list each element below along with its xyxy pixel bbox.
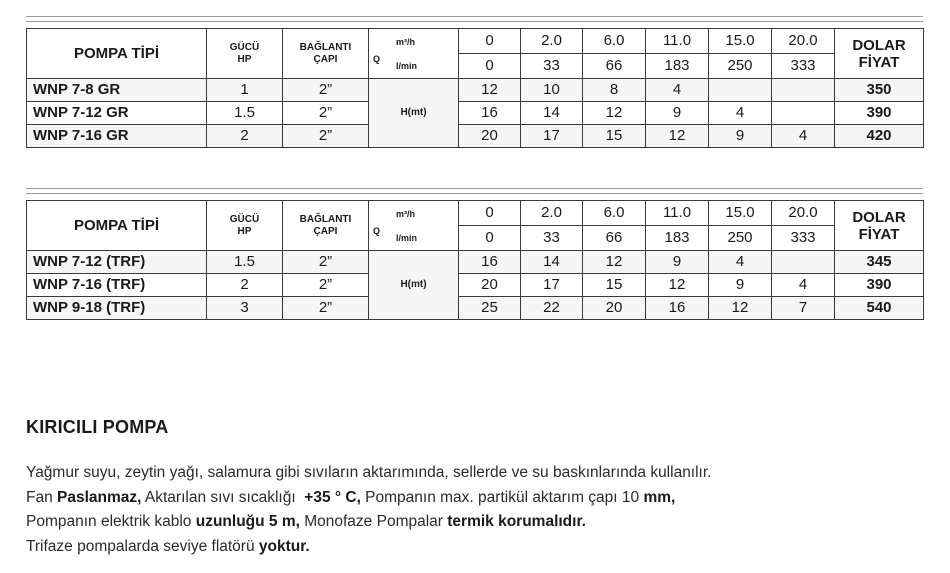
price-cell: 350 [835, 79, 924, 102]
head-cell: 4 [709, 251, 772, 274]
flow-m3h-cell: 2.0 [521, 201, 583, 226]
description-paragraph [26, 461, 926, 559]
flow-lmin-cell: 33 [521, 226, 583, 251]
flow-unit-lmin: l/min [396, 61, 418, 71]
flow-m3h-cell: 2.0 [521, 29, 583, 54]
flow-unit-m3h: m³/h [396, 209, 415, 219]
head-cell: 12 [646, 274, 709, 297]
pump-type-cell: WNP 7-16 (TRF) [27, 274, 207, 297]
text-run: Trifaze pompalarda seviye flatörü [26, 537, 259, 555]
flow-lmin-cell: 0 [459, 226, 521, 251]
header-power-line2: HP [237, 225, 252, 237]
pump-type-cell: WNP 9-18 (TRF) [27, 297, 207, 320]
connection-cell: 2” [283, 102, 369, 125]
flow-m3h-cell: 20.0 [772, 29, 835, 54]
head-cell: 12 [583, 102, 646, 125]
power-cell: 1.5 [207, 102, 283, 125]
head-cell: 22 [521, 297, 583, 320]
flow-q-letter: Q [373, 226, 381, 236]
head-cell: 16 [459, 102, 521, 125]
flow-lmin-cell: 66 [583, 54, 646, 79]
flow-lmin-cell: 333 [772, 226, 835, 251]
flow-q-letter: Q [373, 54, 381, 64]
header-price-line1: DOLAR [852, 36, 906, 54]
head-cell: 17 [521, 274, 583, 297]
price-cell: 345 [835, 251, 924, 274]
flow-m3h-cell: 20.0 [772, 201, 835, 226]
description-line [26, 510, 926, 535]
flow-lmin-cell: 0 [459, 54, 521, 79]
description-line [26, 486, 926, 511]
header-price-line1: DOLAR [852, 208, 906, 226]
header-connection [283, 29, 369, 79]
text-run-bold: mm, [643, 488, 676, 506]
price-cell: 390 [835, 274, 924, 297]
flow-lmin-cell: 183 [646, 54, 709, 79]
head-cell: 25 [459, 297, 521, 320]
header-power [207, 29, 283, 79]
head-cell: 12 [646, 125, 709, 148]
head-cell: 4 [709, 102, 772, 125]
header-power-line1: GÜCÜ [229, 213, 260, 225]
head-cell: 17 [521, 125, 583, 148]
description-line [26, 461, 926, 486]
head-cell: 14 [521, 251, 583, 274]
head-cell: 9 [646, 102, 709, 125]
head-cell: 9 [646, 251, 709, 274]
pump-type-cell: WNP 7-8 GR [27, 79, 207, 102]
flow-lmin-cell: 66 [583, 226, 646, 251]
description-line [26, 535, 926, 560]
header-power-line1: GÜCÜ [229, 41, 260, 53]
header-pump-type: POMPA TİPİ [27, 29, 207, 79]
price-cell: 390 [835, 102, 924, 125]
text-run-bold: termik korumalıdır. [447, 513, 586, 530]
header-price [835, 201, 924, 251]
flow-lmin-cell: 250 [709, 226, 772, 251]
head-cell: 16 [646, 297, 709, 320]
flow-lmin-cell: 183 [646, 226, 709, 251]
table-row [27, 79, 924, 102]
text-run-bold: +35 ° C, [304, 488, 361, 506]
flow-m3h-cell: 15.0 [709, 201, 772, 226]
connection-cell: 2” [283, 251, 369, 274]
table-row [27, 251, 924, 274]
connection-cell: 2” [283, 274, 369, 297]
table-row [27, 274, 924, 297]
head-cell: 12 [459, 79, 521, 102]
pump-type-cell: WNP 7-12 GR [27, 102, 207, 125]
header-price-line2: FİYAT [858, 53, 900, 71]
header-flow-unit [369, 201, 459, 251]
head-cell: 10 [521, 79, 583, 102]
head-cell [709, 79, 772, 102]
flow-unit-m3h: m³/h [396, 37, 415, 47]
header-flow-unit [369, 29, 459, 79]
flow-lmin-cell: 333 [772, 54, 835, 79]
table-row [27, 102, 924, 125]
power-cell: 1.5 [207, 251, 283, 274]
head-cell: 20 [459, 125, 521, 148]
head-cell [772, 251, 835, 274]
text-run-bold: Paslanmaz, [57, 488, 142, 506]
head-label-cell: H(mt) [369, 79, 459, 148]
flow-lmin-cell: 33 [521, 54, 583, 79]
flow-m3h-cell: 11.0 [646, 201, 709, 226]
head-cell [772, 79, 835, 102]
power-cell: 1 [207, 79, 283, 102]
text-run: Aktarılan sıvı sıcaklığı [141, 488, 305, 506]
top-rule [26, 21, 923, 22]
flow-m3h-cell: 6.0 [583, 201, 646, 226]
head-cell: 15 [583, 274, 646, 297]
text-run: Pompanın elektrik kablo [26, 513, 196, 530]
price-cell: 540 [835, 297, 924, 320]
text-run-bold: yoktur. [258, 537, 310, 555]
head-cell: 12 [583, 251, 646, 274]
head-cell: 9 [709, 125, 772, 148]
header-conn-line2: ÇAPI [313, 53, 338, 65]
pump-type-cell: WNP 7-12 (TRF) [27, 251, 207, 274]
head-cell: 4 [772, 125, 835, 148]
head-cell: 20 [583, 297, 646, 320]
section-title: KIRICILI POMPA [26, 417, 169, 437]
top-rule [26, 193, 923, 194]
head-cell: 16 [459, 251, 521, 274]
head-label-cell: H(mt) [369, 251, 459, 320]
text-run: Monofaze Pompalar [299, 513, 448, 530]
header-power [207, 201, 283, 251]
text-run: Yağmur suyu, zeytin yağı, salamura gibi sıvıların aktarımında, sellerde ve su baskınlarında kullanılır. [26, 464, 712, 481]
head-cell: 12 [709, 297, 772, 320]
header-conn-line1: BAĞLANTI [299, 41, 352, 53]
flow-m3h-cell: 15.0 [709, 29, 772, 54]
head-cell: 15 [583, 125, 646, 148]
text-run: Pompanın max. partikül aktarım çapı 10 [360, 488, 644, 506]
head-cell: 14 [521, 102, 583, 125]
flow-unit-lmin: l/min [396, 233, 418, 243]
header-pump-type: POMPA TİPİ [27, 201, 207, 251]
flow-m3h-cell: 0 [459, 29, 521, 54]
header-price-line2: FİYAT [858, 225, 900, 243]
pump-type-cell: WNP 7-16 GR [27, 125, 207, 148]
pump-spec-table [26, 28, 924, 148]
head-cell: 7 [772, 297, 835, 320]
table-row [27, 125, 924, 148]
text-run-bold: uzunluğu 5 m, [195, 513, 300, 530]
header-conn-line1: BAĞLANTI [299, 213, 352, 225]
text-run: Fan [26, 488, 58, 506]
flow-m3h-cell: 6.0 [583, 29, 646, 54]
top-rule [26, 188, 923, 189]
flow-lmin-cell: 250 [709, 54, 772, 79]
price-cell: 420 [835, 125, 924, 148]
connection-cell: 2” [283, 79, 369, 102]
head-cell: 9 [709, 274, 772, 297]
table-row [27, 297, 924, 320]
head-cell: 8 [583, 79, 646, 102]
head-cell: 4 [646, 79, 709, 102]
header-power-line2: HP [237, 53, 252, 65]
connection-cell: 2” [283, 125, 369, 148]
power-cell: 2 [207, 274, 283, 297]
head-cell: 4 [772, 274, 835, 297]
head-cell [772, 102, 835, 125]
power-cell: 3 [207, 297, 283, 320]
header-price [835, 29, 924, 79]
header-connection [283, 201, 369, 251]
top-rule [26, 16, 923, 17]
header-conn-line2: ÇAPI [313, 225, 338, 237]
power-cell: 2 [207, 125, 283, 148]
connection-cell: 2” [283, 297, 369, 320]
flow-m3h-cell: 0 [459, 201, 521, 226]
pump-spec-table [26, 200, 924, 320]
flow-m3h-cell: 11.0 [646, 29, 709, 54]
head-cell: 20 [459, 274, 521, 297]
